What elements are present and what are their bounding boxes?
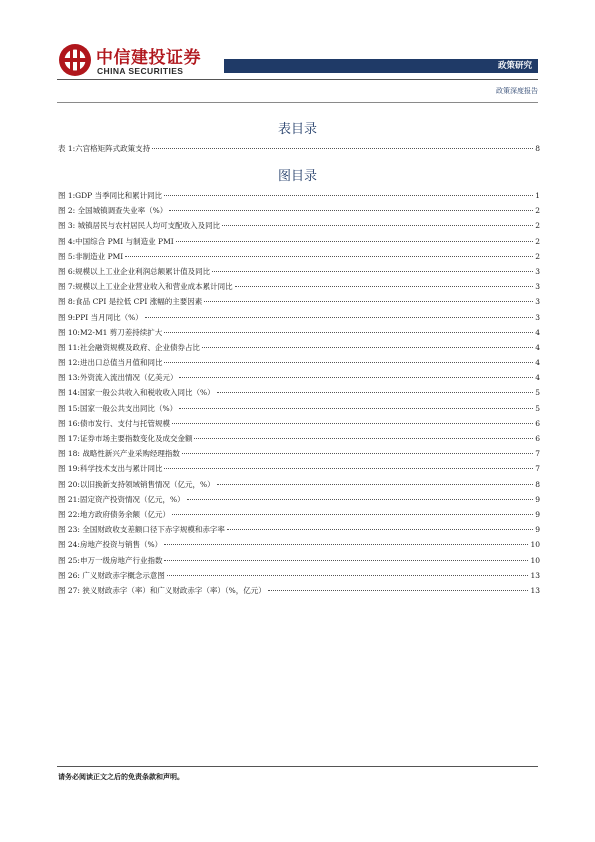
toc-entry-label: 图 4:中国综合 PMI 与制造业 PMI bbox=[58, 236, 174, 246]
toc-leader-dots bbox=[227, 529, 533, 530]
toc-leader-dots bbox=[235, 286, 534, 287]
toc-entry-page: 5 bbox=[535, 403, 540, 413]
figures-toc-title: 图目录 bbox=[277, 169, 317, 184]
toc-entry-label: 图 19:科学技术支出与累计同比 bbox=[58, 464, 163, 474]
toc-entry[interactable] bbox=[58, 281, 540, 296]
tables-toc-list bbox=[58, 143, 540, 158]
toc-entry[interactable] bbox=[58, 433, 540, 448]
toc-entry[interactable] bbox=[58, 555, 540, 570]
toc-entry[interactable] bbox=[58, 494, 540, 509]
toc-entry-page: 2 bbox=[535, 251, 540, 261]
toc-entry[interactable] bbox=[58, 463, 540, 478]
toc-leader-dots bbox=[176, 241, 534, 242]
toc-leader-dots bbox=[152, 148, 533, 149]
toc-entry[interactable] bbox=[58, 236, 540, 251]
toc-leader-dots bbox=[169, 210, 533, 211]
toc-leader-dots bbox=[164, 560, 528, 561]
toc-entry-page: 8 bbox=[535, 479, 540, 489]
toc-entry-label: 图 9:PPI 当月同比（%） bbox=[58, 312, 143, 322]
toc-leader-dots bbox=[167, 575, 529, 576]
toc-entry[interactable] bbox=[58, 220, 540, 235]
subheader-divider bbox=[57, 102, 538, 103]
toc-entry-label: 图 14:国家一般公共收入和税收收入同比（%） bbox=[58, 388, 215, 398]
toc-leader-dots bbox=[164, 362, 533, 363]
toc-leader-dots bbox=[187, 499, 534, 500]
logo-chinese-name: 中信建投证券 bbox=[96, 48, 201, 68]
toc-leader-dots bbox=[194, 438, 533, 439]
toc-entry-label: 图 26: 广义财政赤字概念示意图 bbox=[58, 570, 165, 580]
toc-entry-label: 图 2: 全国城镇调查失业率（%） bbox=[58, 206, 168, 216]
toc-entry-page: 5 bbox=[535, 388, 540, 398]
figures-toc-list bbox=[58, 190, 540, 600]
toc-entry[interactable] bbox=[58, 327, 540, 342]
toc-entry-page: 9 bbox=[535, 509, 540, 519]
toc-entry-page: 13 bbox=[530, 570, 540, 580]
toc-leader-dots bbox=[172, 514, 533, 515]
toc-entry-label: 图 6:规模以上工业企业利润总额累计值及同比 bbox=[58, 266, 211, 276]
footer-disclaimer: 请务必阅读正文之后的免责条款和声明。 bbox=[58, 773, 184, 781]
toc-entry[interactable] bbox=[58, 357, 540, 372]
toc-entry[interactable] bbox=[58, 296, 540, 311]
toc-entry-page: 9 bbox=[535, 525, 540, 535]
toc-entry-page: 3 bbox=[535, 297, 540, 307]
header-bar bbox=[224, 59, 538, 73]
toc-entry-label: 图 27: 狭义财政赤字（率）和广义财政赤字（率）（%，亿元） bbox=[58, 585, 266, 595]
company-logo bbox=[58, 43, 201, 77]
toc-entry-label: 图 22:地方政府债务余额（亿元） bbox=[58, 509, 170, 519]
toc-entry[interactable] bbox=[58, 539, 540, 554]
citic-logo-icon bbox=[58, 43, 92, 77]
toc-entry-page: 6 bbox=[535, 418, 540, 428]
toc-entry[interactable] bbox=[58, 312, 540, 327]
toc-leader-dots bbox=[212, 271, 533, 272]
toc-entry[interactable] bbox=[58, 570, 540, 585]
toc-leader-dots bbox=[164, 332, 533, 333]
toc-entry-label: 图 3: 城镇居民与农村居民人均可支配收入及同比 bbox=[58, 221, 221, 231]
toc-entry-label: 图 7:规模以上工业企业营业收入和营业成本累计同比 bbox=[58, 282, 233, 292]
toc-leader-dots bbox=[164, 468, 533, 469]
toc-entry-page: 7 bbox=[535, 449, 540, 459]
toc-leader-dots bbox=[179, 377, 533, 378]
toc-entry[interactable] bbox=[58, 387, 540, 402]
toc-entry-label: 图 1:GDP 当季同比和累计同比 bbox=[58, 191, 163, 200]
toc-entry-label: 图 21:固定资产投资情况（亿元，%） bbox=[58, 494, 185, 504]
toc-entry-label: 图 5:非制造业 PMI bbox=[58, 251, 124, 261]
toc-entry-label: 图 20:以旧换新支持领域销售情况（亿元，%） bbox=[58, 479, 215, 489]
toc-entry-page: 2 bbox=[535, 206, 540, 216]
toc-entry-page: 13 bbox=[530, 585, 540, 595]
toc-entry[interactable] bbox=[58, 585, 540, 600]
toc-entry[interactable] bbox=[58, 266, 540, 281]
header-divider bbox=[57, 79, 538, 80]
toc-entry-page: 4 bbox=[535, 358, 540, 368]
toc-leader-dots bbox=[179, 408, 533, 409]
report-category: 政策研究 bbox=[497, 61, 532, 71]
logo-english-name: CHINA SECURITIES bbox=[97, 66, 184, 76]
toc-entry-label: 图 12:进出口总值当月值和同比 bbox=[58, 358, 163, 368]
toc-entry-page: 3 bbox=[535, 282, 540, 292]
toc-entry[interactable] bbox=[58, 342, 540, 357]
toc-leader-dots bbox=[222, 225, 533, 226]
toc-entry-label: 图 17:证券市场主要指数变化及成交金额 bbox=[58, 434, 193, 443]
toc-leader-dots bbox=[172, 423, 533, 424]
toc-entry[interactable] bbox=[58, 190, 540, 205]
toc-entry-label: 图 10:M2-M1 剪刀差持续扩大 bbox=[58, 327, 163, 337]
toc-entry-page: 10 bbox=[530, 540, 540, 550]
toc-leader-dots bbox=[145, 317, 533, 318]
toc-entry[interactable] bbox=[58, 372, 540, 387]
toc-leader-dots bbox=[217, 392, 534, 393]
toc-leader-dots bbox=[125, 256, 533, 257]
toc-entry[interactable] bbox=[58, 205, 540, 220]
toc-entry[interactable] bbox=[58, 403, 540, 418]
toc-entry[interactable] bbox=[58, 448, 540, 463]
toc-entry[interactable] bbox=[58, 143, 540, 158]
tables-toc-title: 表目录 bbox=[277, 122, 317, 137]
toc-entry[interactable] bbox=[58, 251, 540, 266]
toc-entry-page: 1 bbox=[535, 191, 540, 200]
toc-entry[interactable] bbox=[58, 524, 540, 539]
toc-entry-page: 4 bbox=[535, 327, 540, 337]
footer-divider bbox=[57, 766, 538, 767]
toc-entry-page: 4 bbox=[535, 342, 540, 352]
toc-entry-label: 图 11:社会融资规模及政府、企业债券占比 bbox=[58, 342, 200, 352]
toc-leader-dots bbox=[268, 590, 529, 591]
toc-entry-page: 9 bbox=[535, 494, 540, 504]
toc-entry-label: 图 15:国家一般公共支出同比（%） bbox=[58, 403, 178, 413]
toc-entry-page: 3 bbox=[535, 312, 540, 322]
toc-entry[interactable] bbox=[58, 509, 540, 524]
toc-entry-label: 图 25:申万一级房地产行业指数 bbox=[58, 555, 163, 565]
toc-entry-page: 6 bbox=[535, 434, 540, 443]
toc-entry-label: 图 16:债市发行、支付与托管规模 bbox=[58, 418, 170, 428]
toc-leader-dots bbox=[164, 544, 528, 545]
toc-entry-page: 2 bbox=[535, 236, 540, 246]
toc-entry-page: 8 bbox=[535, 144, 540, 153]
toc-entry-page: 7 bbox=[535, 464, 540, 474]
toc-entry-page: 3 bbox=[535, 266, 540, 276]
toc-leader-dots bbox=[182, 453, 533, 454]
toc-entry-page: 10 bbox=[530, 555, 540, 565]
report-type: 政策深度报告 bbox=[496, 87, 538, 95]
toc-entry-page: 2 bbox=[535, 221, 540, 231]
toc-entry-label: 图 8:食品 CPI 是拉低 CPI 涨幅的主要因素 bbox=[58, 297, 203, 307]
toc-leader-dots bbox=[202, 347, 533, 348]
toc-entry-label: 图 13:外资流入流出情况（亿美元） bbox=[58, 373, 178, 383]
toc-entry-label: 图 23: 全国财政收支差额口径下赤字规模和赤字率 bbox=[58, 525, 225, 535]
toc-entry[interactable] bbox=[58, 479, 540, 494]
toc-leader-dots bbox=[217, 484, 534, 485]
toc-leader-dots bbox=[204, 301, 533, 302]
toc-leader-dots bbox=[164, 195, 533, 196]
toc-entry[interactable] bbox=[58, 418, 540, 433]
toc-entry-label: 图 24:房地产投资与销售（%） bbox=[58, 540, 163, 550]
toc-entry-label: 表 1:六宫格矩阵式政策支持 bbox=[58, 144, 151, 153]
toc-entry-page: 4 bbox=[535, 373, 540, 383]
toc-entry-label: 图 18: 战略性新兴产业采购经理指数 bbox=[58, 449, 180, 459]
